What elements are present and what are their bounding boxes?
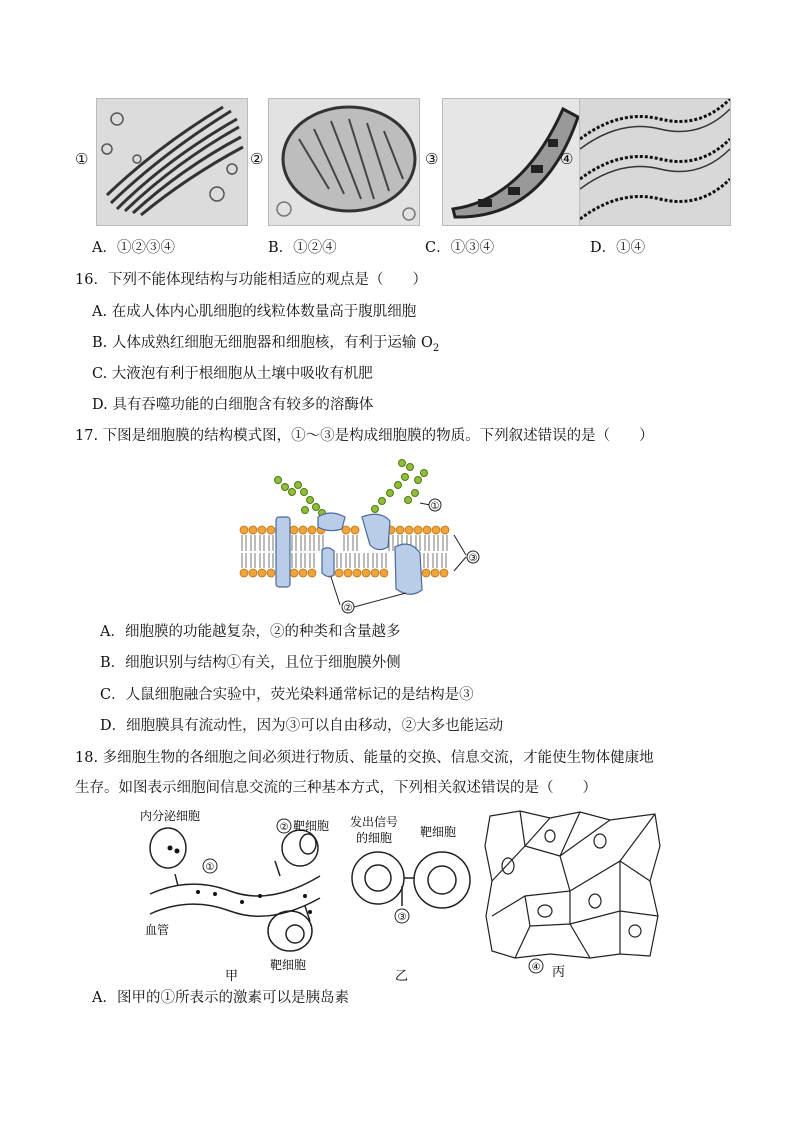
label-signal-cell-line1: 发出信号 xyxy=(350,815,399,829)
q17-option-c: C．人鼠细胞融合实验中，荧光染料通常标记的是结构是③ xyxy=(100,687,474,703)
q17-option-d: D．细胞膜具有流动性，因为③可以自由移动，②大多也能运动 xyxy=(100,718,504,734)
label-jia: 甲 xyxy=(225,969,239,984)
q17-option-a: A．细胞膜的功能越复杂，②的种类和含量越多 xyxy=(100,624,401,640)
image-label-1: ① xyxy=(75,150,89,168)
diagram-label-1: ① xyxy=(430,501,440,512)
image-label-3: ③ xyxy=(425,150,439,168)
q16-option-c: C. 大液泡有利于根细胞从土壤中吸收有机肥 xyxy=(92,366,373,382)
q16-stem: 16．下列不能体现结构与功能相适应的观点是（ ） xyxy=(75,272,427,288)
image-label-2: ② xyxy=(250,150,264,168)
q16-option-a: A. 在成人体内心肌细胞的线粒体数量高于腹肌细胞 xyxy=(92,304,417,320)
q17-option-b: B．细胞识别与结构①有关，且位于细胞膜外侧 xyxy=(100,655,401,671)
label-endocrine-cell: 内分泌细胞 xyxy=(140,809,201,823)
cell-communication-figure xyxy=(130,806,670,986)
q15-option-d: D．①④ xyxy=(590,240,646,256)
label-target-cell-yi: 靶细胞 xyxy=(420,825,457,839)
q18-stem-line1: 18. 多细胞生物的各细胞之间必须进行物质、能量的交换、信息交流，才能使生物体健康地 xyxy=(75,750,654,766)
q16-option-d: D. 具有吞噬功能的白细胞含有较多的溶酶体 xyxy=(92,397,374,413)
diagram-label-3: ③ xyxy=(468,553,478,564)
figure-bing xyxy=(485,811,660,958)
fig-label-1: ① xyxy=(205,862,215,873)
image-label-4: ④ xyxy=(560,150,574,168)
label-signal-cell-line2: 的细胞 xyxy=(356,831,393,845)
q18-stem-line2: 生存。如图表示细胞间信息交流的三种基本方式，下列相关叙述错误的是（ ） xyxy=(75,780,597,796)
q15-option-b: B．①②④ xyxy=(268,240,337,256)
q15-option-c: C．①③④ xyxy=(425,240,495,256)
diagram-label-2: ② xyxy=(343,603,353,614)
mitochondrion-micrograph xyxy=(268,98,420,226)
membrane-proteins xyxy=(276,513,422,594)
q18-option-a: A．图甲的①所表示的激素可以是胰岛素 xyxy=(92,990,349,1006)
label-yi: 乙 xyxy=(395,969,409,984)
figure-jia xyxy=(150,828,320,951)
fig-label-3: ③ xyxy=(397,912,407,923)
q16-option-b: B. 人体成熟红细胞无细胞器和细胞核，有利于运输 $O_2$ xyxy=(92,335,440,354)
figure-yi xyxy=(352,852,470,908)
glycoprotein-chains xyxy=(275,460,428,517)
label-target-cell-bottom: 靶细胞 xyxy=(270,958,307,972)
label-target-cell-top: 靶细胞 xyxy=(293,819,330,833)
rough-er-micrograph xyxy=(579,98,731,226)
q17-stem: 17. 下图是细胞膜的结构模式图，①～③是构成细胞膜的物质。下列叙述错误的是（ ） xyxy=(75,428,654,444)
label-bing: 丙 xyxy=(552,965,566,980)
label-blood-vessel: 血管 xyxy=(145,923,170,937)
fig-label-2: ② xyxy=(279,822,289,833)
q15-option-a: A．①②③④ xyxy=(92,240,175,256)
fig-label-4: ④ xyxy=(531,962,541,973)
golgi-micrograph xyxy=(96,98,248,226)
cell-membrane-diagram xyxy=(230,455,500,620)
